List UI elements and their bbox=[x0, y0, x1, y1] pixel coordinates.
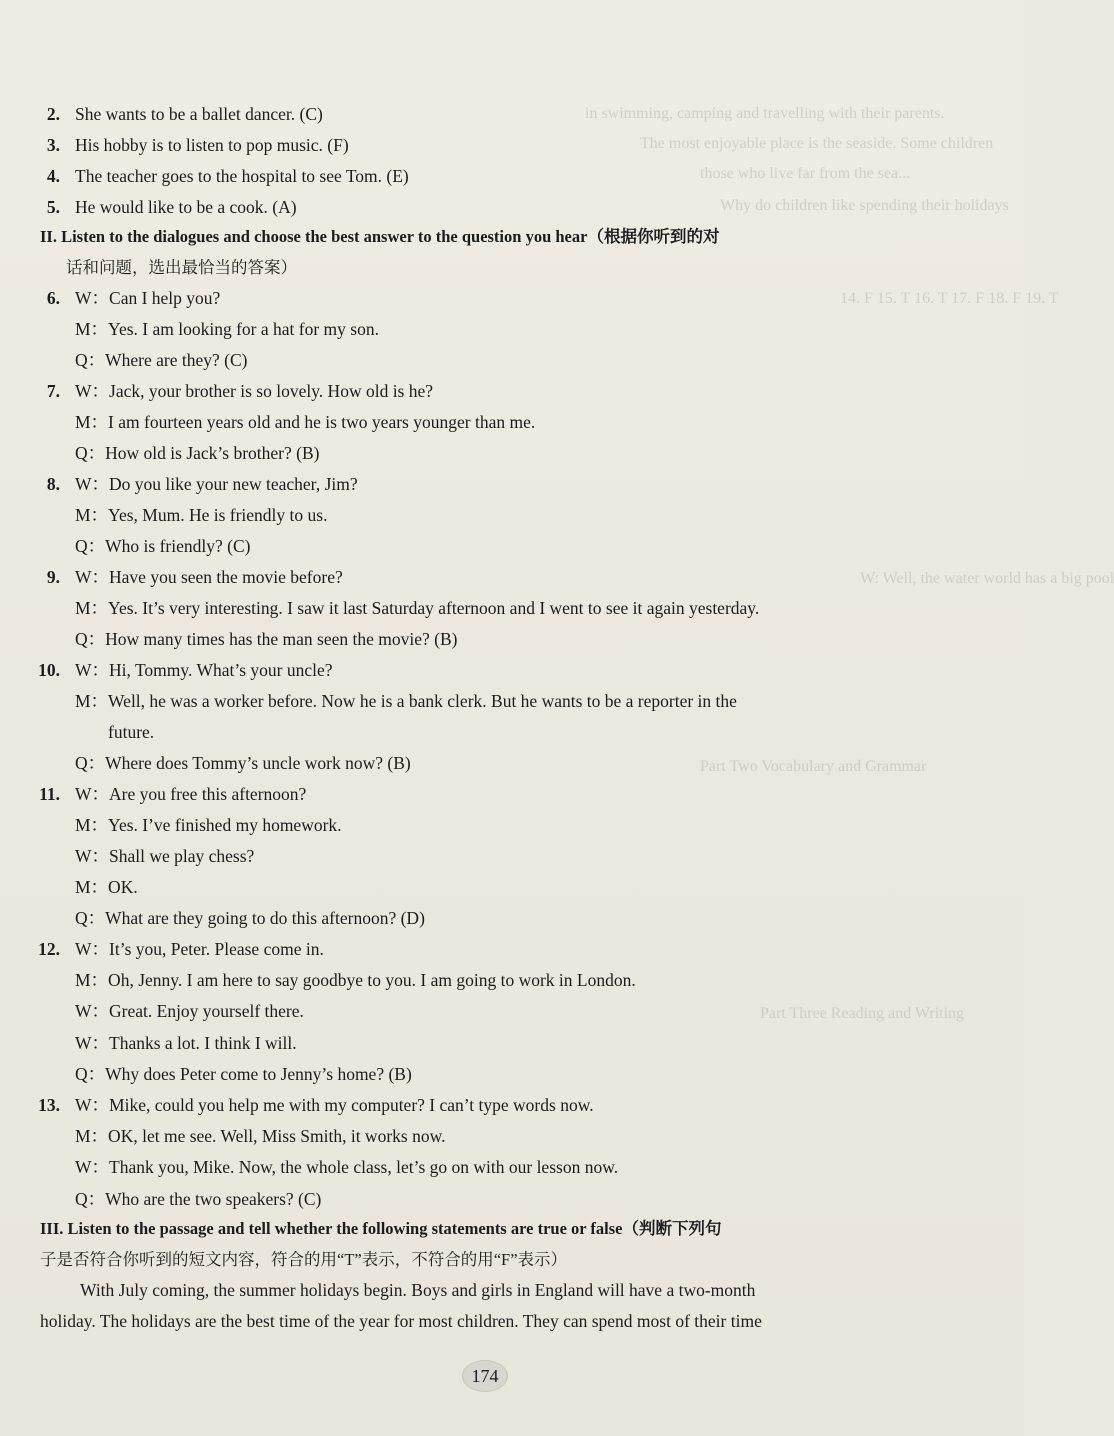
dialogue-line: W：Mike, could you help me with my computer? I can’t type words now. bbox=[75, 1095, 594, 1115]
dialogue-line-cont: future. bbox=[108, 722, 155, 742]
dialogue-line: M：Yes. I’ve finished my homework. bbox=[75, 815, 342, 835]
dialogue-line: M：Yes. It’s very interesting. I saw it last Saturday afternoon and I went to see it again yesterday. bbox=[75, 598, 760, 618]
item-number: 11. bbox=[39, 784, 60, 804]
dialogue-line: M：I am fourteen years old and he is two years younger than me. bbox=[75, 412, 536, 432]
dialogue-question: Q：Who are the two speakers? (C) bbox=[75, 1189, 322, 1209]
item-text: He would like to be a cook. (A) bbox=[75, 197, 297, 217]
section-heading-cont: 子是否符合你听到的短文内容，符合的用“T”表示，不符合的用“F”表示） bbox=[40, 1250, 568, 1269]
dialogue-question: Q：Where are they? (C) bbox=[75, 350, 248, 370]
bleed-through-text: Part Three Reading and Writing bbox=[760, 1005, 965, 1022]
dialogue-line: W：Do you like your new teacher, Jim? bbox=[75, 474, 358, 494]
dialogue-question: Q：Why does Peter come to Jenny’s home? (B) bbox=[75, 1064, 412, 1084]
bleed-through-text: W: Well, the water world has a big pool bbox=[860, 570, 1114, 587]
item-number: 5. bbox=[46, 197, 60, 217]
dialogue-line: W：Great. Enjoy yourself there. bbox=[75, 1001, 304, 1021]
dialogue-line: M：OK, let me see. Well, Miss Smith, it works now. bbox=[75, 1126, 446, 1146]
item-number: 4. bbox=[46, 166, 60, 186]
dialogue-line: W：Have you seen the movie before? bbox=[75, 567, 343, 587]
item-number: 6. bbox=[46, 288, 60, 308]
bleed-through-text: Why do children like spending their holidays bbox=[720, 197, 1009, 214]
dialogue-line: W：Thank you, Mike. Now, the whole class, let’s go on with our lesson now. bbox=[75, 1157, 619, 1177]
item-number: 3. bbox=[46, 135, 60, 155]
item-text: The teacher goes to the hospital to see Tom. (E) bbox=[75, 166, 409, 186]
dialogue-line: W：Hi, Tommy. What’s your uncle? bbox=[75, 660, 333, 680]
dialogue-line: W：Can I help you? bbox=[75, 288, 221, 308]
dialogue-line: W：Thanks a lot. I think I will. bbox=[75, 1033, 297, 1053]
bleed-through-text: Part Two Vocabulary and Grammar bbox=[700, 758, 927, 775]
item-number: 7. bbox=[46, 381, 60, 401]
dialogue-line: W：It’s you, Peter. Please come in. bbox=[75, 939, 324, 959]
bleed-through-text: in swimming, camping and travelling with their parents. bbox=[585, 105, 945, 122]
section-heading: II. Listen to the dialogues and choose the best answer to the question you hear（根据你听到的对 bbox=[40, 227, 720, 246]
dialogue-question: Q：Who is friendly? (C) bbox=[75, 536, 251, 556]
dialogue-line: M：Well, he was a worker before. Now he is a bank clerk. But he wants to be a reporter in the bbox=[75, 691, 737, 711]
dialogue-question: Q：How old is Jack’s brother? (B) bbox=[75, 443, 320, 463]
item-number: 13. bbox=[38, 1095, 60, 1115]
item-number: 9. bbox=[46, 567, 60, 587]
dialogue-line: W：Jack, your brother is so lovely. How old is he? bbox=[75, 381, 434, 401]
item-text: His hobby is to listen to pop music. (F) bbox=[75, 135, 349, 155]
item-number: 8. bbox=[46, 474, 60, 494]
bleed-through-text: those who live far from the sea... bbox=[700, 165, 911, 182]
dialogue-line: M：Oh, Jenny. I am here to say goodbye to you. I am going to work in London. bbox=[75, 970, 636, 990]
dialogue-question: Q：How many times has the man seen the movie? (B) bbox=[75, 629, 458, 649]
item-text: She wants to be a ballet dancer. (C) bbox=[75, 104, 323, 124]
section-heading: III. Listen to the passage and tell whether the following statements are true or false（判断下列句 bbox=[40, 1219, 722, 1238]
section-heading-cont: 话和问题，选出最恰当的答案） bbox=[66, 258, 297, 277]
item-number: 2. bbox=[46, 104, 60, 124]
item-number: 10. bbox=[38, 660, 60, 680]
page-number: 174 bbox=[462, 1360, 508, 1392]
dialogue-line: M：Yes. I am looking for a hat for my son. bbox=[75, 319, 379, 339]
dialogue-question: Q：What are they going to do this afternoon? (D) bbox=[75, 908, 425, 928]
dialogue-line: W：Are you free this afternoon? bbox=[75, 784, 307, 804]
bleed-through-text: The most enjoyable place is the seaside. Some children bbox=[640, 135, 994, 152]
dialogue-question: Q：Where does Tommy’s uncle work now? (B) bbox=[75, 753, 411, 773]
dialogue-line: M：OK. bbox=[75, 877, 138, 897]
dialogue-line: W：Shall we play chess? bbox=[75, 846, 255, 866]
dialogue-line: M：Yes, Mum. He is friendly to us. bbox=[75, 505, 328, 525]
item-number: 12. bbox=[38, 939, 60, 959]
bleed-through-text: 14. F 15. T 16. T 17. F 18. F 19. T bbox=[840, 290, 1059, 307]
passage-line: holiday. The holidays are the best time of the year for most children. They can spend most of their time bbox=[40, 1311, 762, 1331]
passage-line: With July coming, the summer holidays begin. Boys and girls in England will have a two-month bbox=[80, 1280, 756, 1300]
